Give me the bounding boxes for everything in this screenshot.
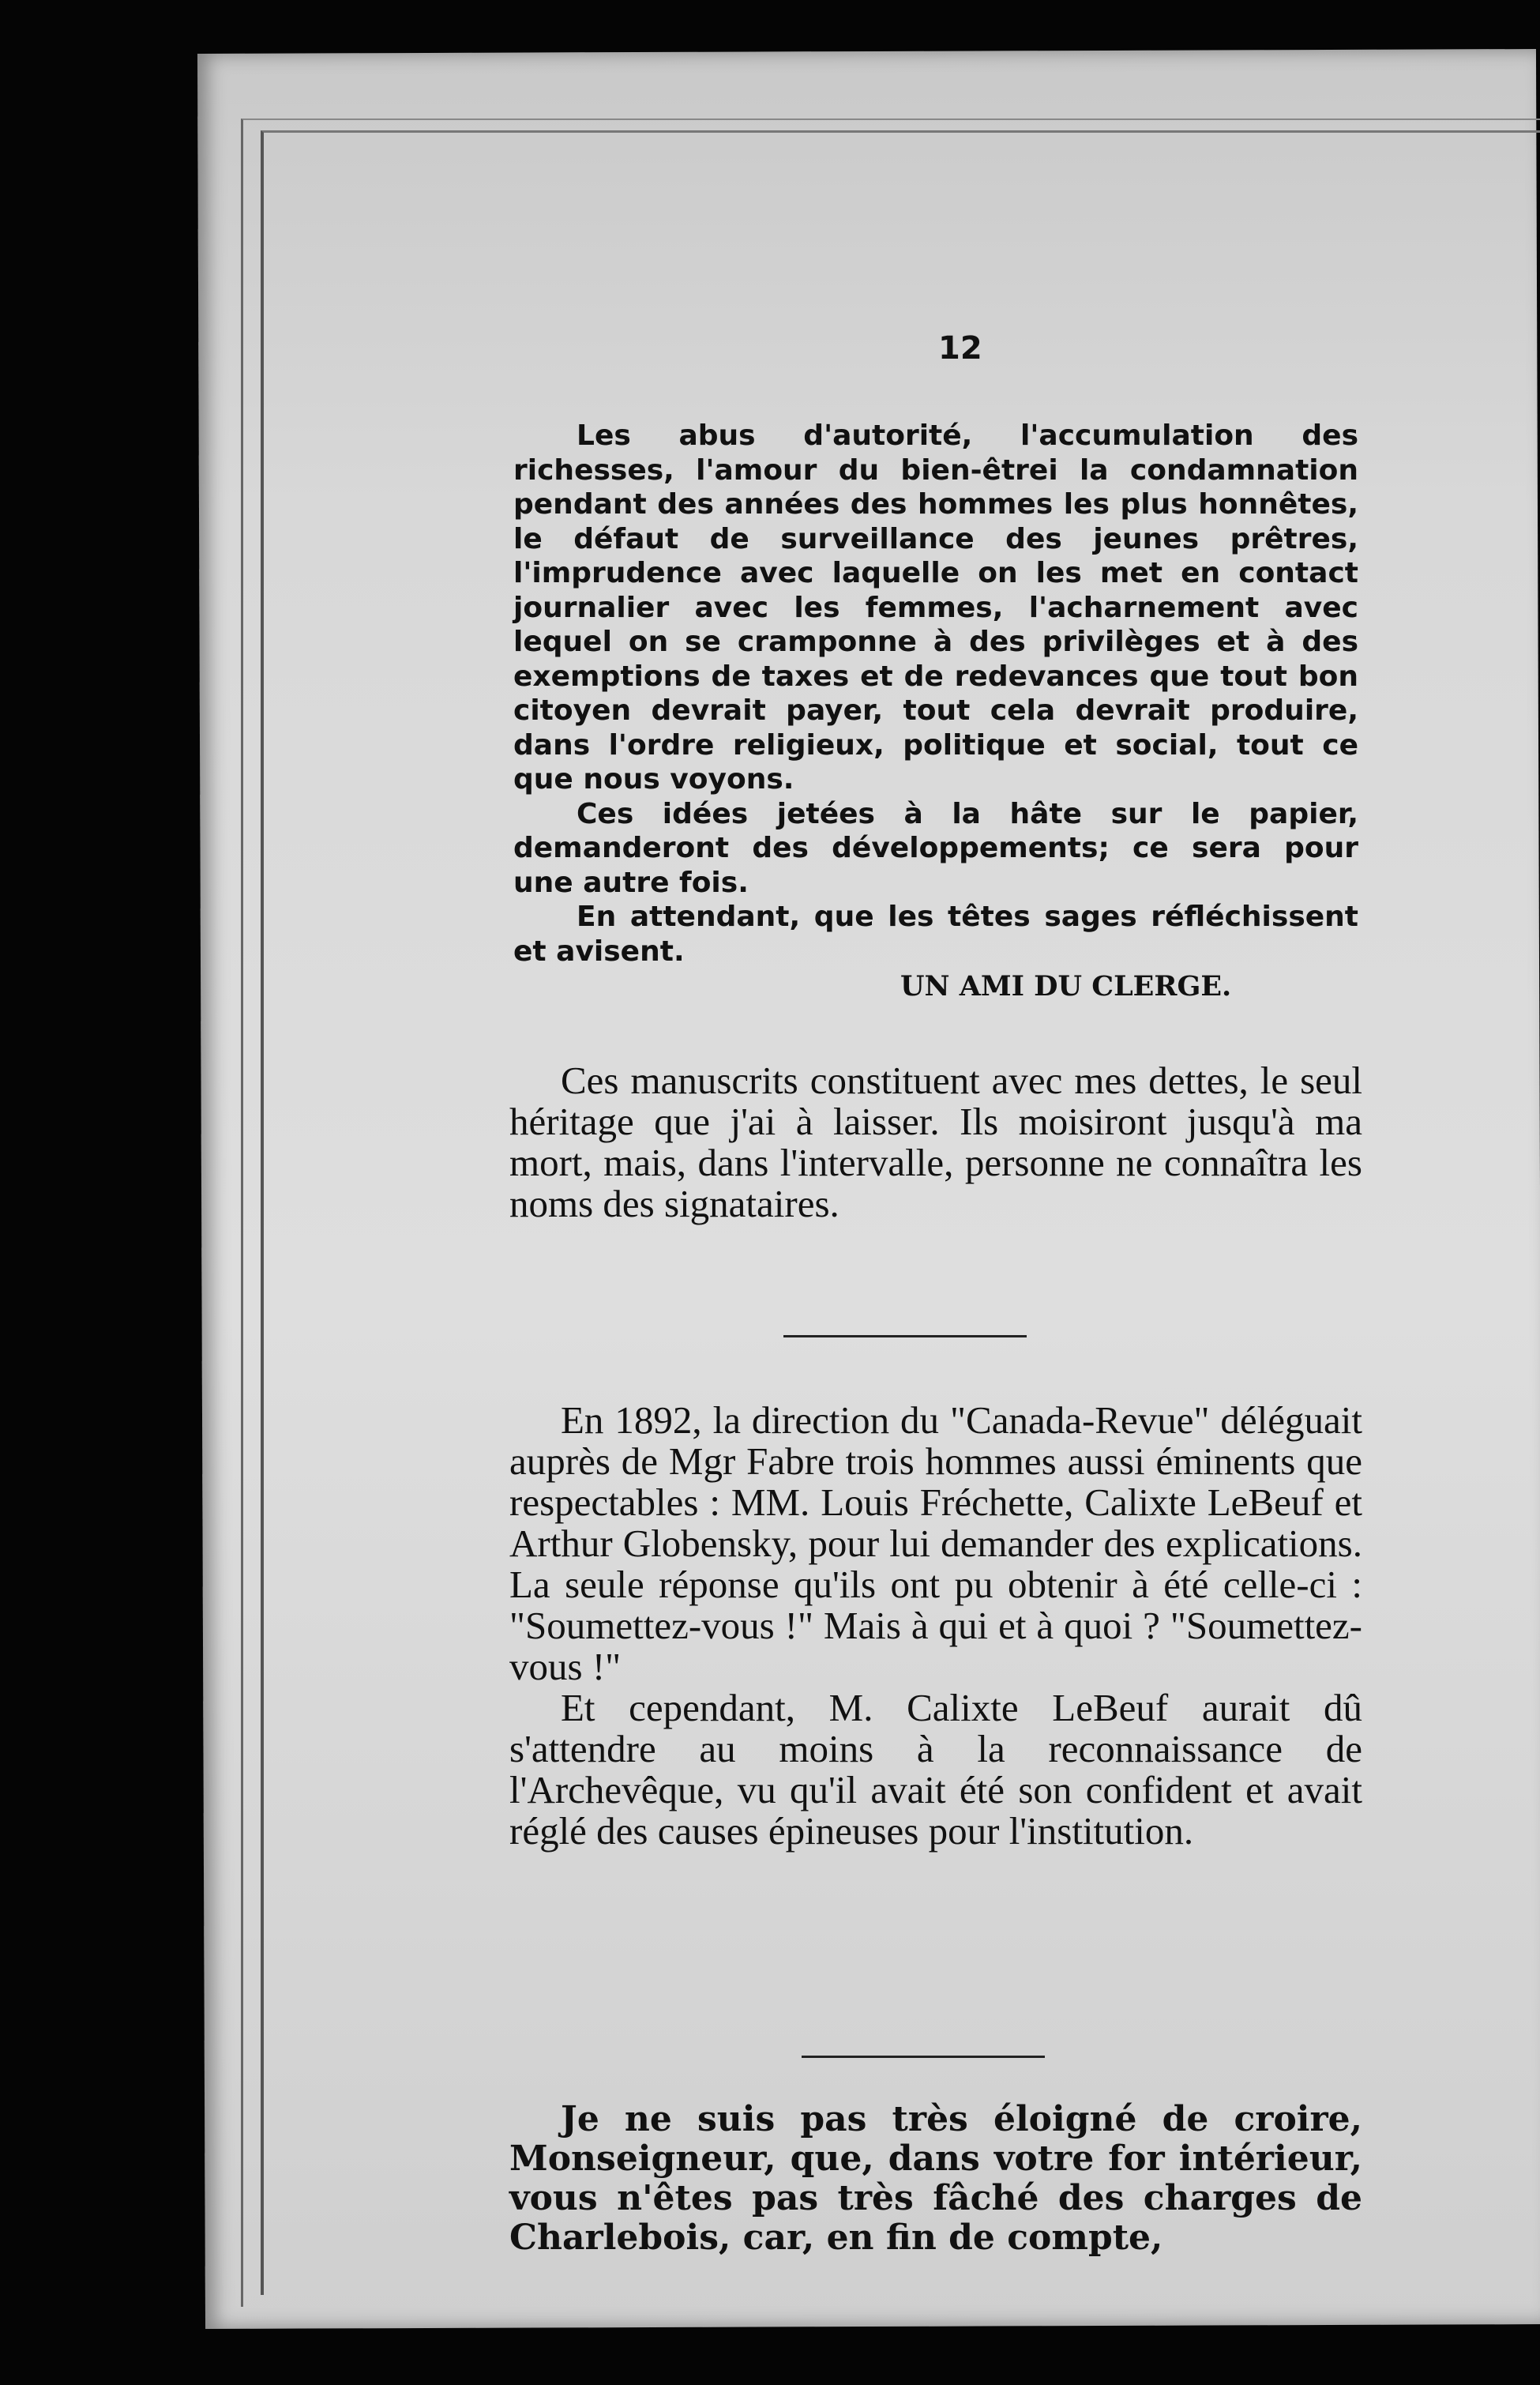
- page-number: 12: [938, 330, 982, 367]
- letter-signature: UN AMI DU CLERGE.: [900, 970, 1232, 1003]
- section-divider: [783, 1335, 1027, 1337]
- quoted-letter: [513, 419, 1358, 969]
- canada-revue-section: [509, 1400, 1362, 1852]
- section-divider: [802, 2056, 1045, 2058]
- body-paragraph: Ces manuscrits constituent avec mes dettes, le seul héritage que j'ai à laisser. Ils moisiront jusqu'à ma mort, mais, dans l'intervalle, personne ne connaîtra les noms des signataires.: [509, 1059, 1362, 1225]
- body-paragraph: Et cependant, M. Calixte LeBeuf aurait dû s'attendre au moins à la reconnaissance de l'Archevêque, vu qu'il avait été son confident et avait réglé des causes épineuses pour l'institution.: [509, 1686, 1362, 1853]
- letter-paragraph: Ces idées jetées à la hâte sur le papier, demanderont des développements; ce sera pour une autre fois.: [513, 797, 1358, 899]
- manuscripts-section: [509, 1060, 1362, 1224]
- body-paragraph: En 1892, la direction du "Canada-Revue" déléguait auprès de Mgr Fabre trois hommes aussi éminents que respectables : MM. Louis Fréchette, Calixte LeBeuf et Arthur Globensky, pour lui demander des explications. La seule réponse qu'ils ont pu obtenir à été celle-ci : "Soumettez-vous !" Mais à qui et à quoi ? "Soumettez-vous !": [509, 1398, 1362, 1688]
- letter-paragraph: Les abus d'autorité, l'accumulation des richesses, l'amour du bien-êtrei la condamnation pendant des années des hommes les plus honnêtes, le défaut de surveillance des jeunes prêtres, l'imprudence avec laquelle on les met en contact journalier avec les femmes, l'acharnement avec lequel on se cramponne à des privilèges et à des exemptions de taxes et de redevances que tout bon citoyen devrait payer, tout cela devrait produire, dans l'ordre religieux, politique et social, tout ce que nous voyons.: [513, 419, 1358, 796]
- monseigneur-section: [509, 2100, 1362, 2258]
- letter-paragraph: En attendant, que les têtes sages réfléchissent et avisent.: [513, 901, 1358, 968]
- body-paragraph: Je ne suis pas très éloigné de croire, Monseigneur, que, dans votre for intérieur, vous n'êtes pas très fâché des charges de Charlebois, car, en fin de compte,: [509, 2099, 1362, 2258]
